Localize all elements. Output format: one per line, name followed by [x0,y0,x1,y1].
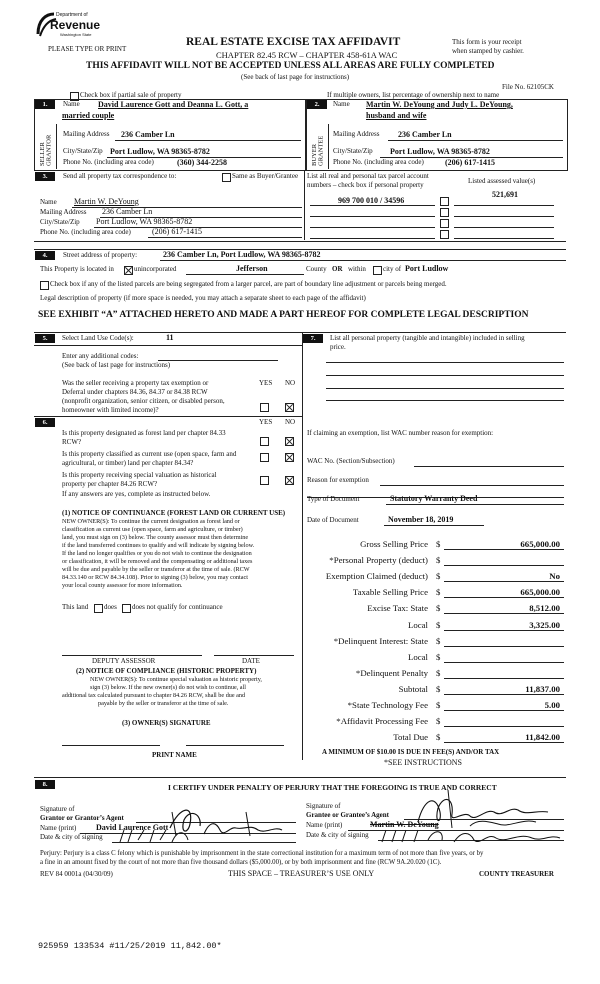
exemption-label: If claiming an exemption, list WAC number reason for exemption: [307,429,494,437]
section5-num: 5. [35,334,55,343]
seller-name-label: Name [63,100,80,108]
buyer-phone-label: Phone No. (including area code) [333,158,424,166]
street-label: Street address of property: [63,251,138,259]
certify-line: I CERTIFY UNDER PENALTY OF PERJURY THAT THE FOREGOING IS TRUE AND CORRECT [168,783,497,792]
tax-row-label: Subtotal [398,684,428,694]
treasurer-space: THIS SPACE – TREASURER’S USE ONLY [228,869,375,878]
seller-city-label: City/State/Zip [63,147,103,155]
assessed-value[interactable]: 521,691 [492,190,518,199]
cont-4: if the land transferred continues to qualify and will indicate by signing below. [62,542,255,549]
tax-row-value[interactable]: 665,000.00 [520,587,560,597]
tax-row-value[interactable]: No [549,571,560,581]
tax-row-value[interactable]: 8,512.00 [529,603,560,613]
cont-3: land, you must sign on (3) below. The county assessor must then determine [62,534,249,541]
tax-row-label: Taxable Selling Price [352,587,428,597]
buyer-city-label: City/State/Zip [333,147,373,155]
tax-row-dollar: $ [436,716,441,726]
file-no: File No. 62105CK [502,83,554,91]
s5-yes: YES [259,379,273,387]
logo-line3: Washington State [60,32,92,37]
grantor-date-label: Date & city of signing [40,833,103,841]
county-label: County [306,265,327,273]
corr-city[interactable]: Port Ludlow, WA 98365-8782 [96,217,193,226]
tax-row-label: Local [407,652,428,662]
parcel-checkbox-1[interactable] [440,197,449,206]
tax-row-label: *Personal Property (deduct) [329,555,428,565]
tax-row-dollar: $ [436,587,441,597]
tax-row-label: Local [407,620,428,630]
s5-q1b: Deferral under chapters 84.36, 84.37 or 84.38 RCW [62,388,208,396]
s6-q2-no-checkbox[interactable] [285,453,294,462]
s6-q2b: agricultural, or timber) land per chapter 84.34? [62,459,194,467]
perjury-1: Perjury: Perjury is a class C felony which is punishable by imprisonment in the state correctional institution for a maximum term of not more than five years, or by [40,850,484,857]
s5-q1-yes-checkbox[interactable] [260,403,269,412]
assessor-date: DATE [242,657,260,665]
comp-4: payable by the seller or transferor at the time of sale. [98,700,229,707]
tax-row-label: *Affidavit Processing Fee [336,716,428,726]
dor-logo [34,10,101,44]
doc-type-value[interactable]: Statutory Warranty Deed [390,494,478,503]
section4-num: 4. [35,251,55,260]
tax-row-dollar: $ [436,555,441,565]
seller-num: 1. [35,100,55,109]
comp-1: NEW OWNER(S): To continue special valuation as historic property, [90,676,262,683]
street-value[interactable]: 236 Camber Ln, Port Ludlow, WA 98365-8782 [163,250,321,259]
s5-q1d: homeowner with limited income)? [62,406,159,414]
tax-row-dollar: $ [436,539,441,549]
grantee-name[interactable]: Martin W. DeYoung [370,820,439,829]
see-back: (See back of last page for instructions) [241,73,350,81]
tax-row-value[interactable]: 3,325.00 [529,620,560,630]
segregated-label: Check box if any of the listed parcels are being segregated from a larger parcel, are part of boundary line adjustment or parcels being merged. [50,280,447,288]
seller-phone[interactable]: (360) 344-2258 [177,158,227,167]
s6-q3-no-checkbox[interactable] [285,476,294,485]
see-instructions: *SEE INSTRUCTIONS [384,758,463,767]
receipt-note-2: when stamped by cashier. [452,47,524,55]
cont-9: your local county assessor for more information. [62,582,183,589]
deputy-assessor: DEPUTY ASSESSOR [92,657,156,665]
tax-row-label: Excise Tax: State [367,603,428,613]
corr-city-label: City/State/Zip [40,218,80,226]
cont-6: or classification, it will be removed and the compensating or additional taxes [62,558,253,565]
cont-5: If the land no longer qualifies or you do not wish to continue the designation [62,550,252,557]
comp-3: additional tax calculated pursuant to chapter 84.26 RCW, shall be due and [62,692,246,699]
rev-number: REV 84 0001a (04/30/09) [40,870,113,878]
grantor-date-handwriting [116,826,196,846]
assessed-label: Listed assessed value(s) [468,177,536,185]
s6-q3-yes-checkbox[interactable] [260,476,269,485]
tax-row-dollar: $ [436,603,441,613]
cont-1: NEW OWNER(S): To continue the current designation as forest land or [62,518,240,525]
tax-row-value[interactable]: 11,842.00 [525,732,560,742]
parcel-label-1: List all real and personal tax parcel account [307,172,429,180]
does-not-label: does not qualify for continuance [132,603,223,611]
parcel-number[interactable]: 969 700 010 / 34596 [338,196,405,205]
corr-name[interactable]: Martin W. DeYoung [74,197,139,206]
seller-mailing[interactable]: 236 Camber Ln [121,130,175,139]
corr-mailing[interactable]: 236 Camber Ln [102,207,153,216]
within-city-checkbox[interactable] [373,266,382,275]
s6-q2a: Is this property classified as current use (open space, farm and [62,450,237,458]
tax-row-dollar: $ [436,652,441,662]
tax-row-dollar: $ [436,620,441,630]
legal-label: Legal description of property (if more space is needed, you may attach a separate sheet to each page of the affidavit) [40,294,366,302]
tax-row-label: Exemption Claimed (deduct) [325,571,428,581]
s5-no: NO [285,379,296,387]
s6-yes: YES [259,418,273,426]
buyer-name-2[interactable]: husband and wife [366,111,427,120]
seller-side-label: SELLER GRANTOR [39,134,53,166]
parcel-checkbox-2[interactable] [440,208,449,217]
grantor-sig-label: Signature of [40,805,75,813]
tax-row-value[interactable]: 11,837.00 [525,684,560,694]
parcel-checkbox-3[interactable] [440,219,449,228]
seller-name[interactable]: David Laurence Gott and Deanna L. Gott, a [98,100,249,109]
partial-sale-label: Check box if partial sale of property [80,91,182,99]
s6-q1b: RCW? [62,438,82,446]
s6-q1a: Is this property designated as forest land per chapter 84.33 [62,429,226,437]
cont-7: will be due and payable by the seller or transferor at the time of sale. (RCW [62,566,250,573]
city-value[interactable]: Port Ludlow [405,264,449,273]
tax-row-value[interactable]: 665,000.00 [520,539,560,549]
buyer-name[interactable]: Martin W. DeYoung and Judy L. DeYoung, [366,100,513,109]
corr-mailing-label: Mailing Address [40,208,87,216]
s6-q1-yes-checkbox[interactable] [260,437,269,446]
segregated-checkbox[interactable] [40,281,49,290]
tax-row-label: *Delinquent Penalty [355,668,428,678]
s6-q3a: Is this property receiving special valuation as historical [62,471,217,479]
buyer-name-label: Name [333,100,350,108]
buyer-mailing[interactable]: 236 Camber Ln [398,130,452,139]
print-name-label: PRINT NAME [152,751,197,759]
s6-q4: If any answers are yes, complete as instructed below. [62,490,211,498]
doc-date-label: Date of Document [307,516,359,524]
correspondence-label: Send all property tax correspondence to: [63,172,177,180]
grantor-name[interactable]: David Laurence Gott [96,823,169,832]
same-as-buyer-label: Same as Buyer/Grantee [232,172,299,180]
logo-line1: Department of [56,12,88,18]
seller-name-2[interactable]: married couple [62,111,115,120]
land-use-label: Select Land Use Code(s): [62,334,134,342]
s6-no: NO [285,418,296,426]
section8-num: 8. [35,780,55,789]
grantor-agent-label: Grantor or Grantor’s Agent [40,814,124,822]
tax-row-dollar: $ [436,684,441,694]
does-label: does [104,603,117,611]
s6-q3b: property per chapter 84.26 RCW? [62,480,158,488]
reason-label: Reason for exemption [307,476,369,484]
form-title: REAL ESTATE EXCISE TAX AFFIDAVIT [186,36,401,48]
compliance-title: (2) NOTICE OF COMPLIANCE (HISTORIC PROPERTY) [76,667,257,675]
does-checkbox[interactable] [94,604,103,613]
grantee-name-label: Name (print) [306,821,343,829]
doc-type-label: Type of Document [307,495,360,503]
cont-2: classification as current use (open space, farm and agriculture, or timber) [62,526,243,533]
tax-row-label: Gross Selling Price [360,539,428,549]
tax-row-label: *State Technology Fee [347,700,428,710]
seller-mailing-label: Mailing Address [63,130,110,138]
tax-row-dollar: $ [436,700,441,710]
tax-row-dollar: $ [436,732,441,742]
comp-2: sign (3) below. If the new owner(s) do not wish to continue, all [90,684,246,691]
grantee-sig-label: Signature of [306,802,341,810]
tax-row-dollar: $ [436,571,441,581]
same-as-buyer-checkbox[interactable] [222,173,231,182]
grantee-agent-label: Grantee or Grantee’s Agent [306,811,390,819]
personal-property-1: List all personal property (tangible and intangible) included in selling [330,334,525,342]
cashier-stamp: 925959 133534 #11/25/2019 11,842.00* [38,941,222,951]
cont-8: 84.33.140 or RCW 84.34.108). Prior to signing (3) below, you may contact [62,574,248,581]
perjury-2: a fine in an amount fixed by the court of not more than five thousand dollars ($5,000.00), or by both imprisonment and fine (RCW 9A.20.020 (1C). [40,859,442,866]
s5-q1a: Was the seller receiving a property tax exemption or [62,379,209,387]
exhibit-line: SEE EXHIBIT “A” ATTACHED HERETO AND MADE A PART HEREOF FOR COMPLETE LEGAL DESCRIPTION [38,310,529,320]
seller-city[interactable]: Port Ludlow, WA 98365-8782 [110,147,210,156]
within-label: within [348,265,366,273]
land-use-value[interactable]: 11 [166,333,174,342]
owner-signature-label: (3) OWNER(S) SIGNATURE [122,719,211,727]
additional-codes-1: Enter any additional codes: [62,352,139,360]
corr-phone[interactable]: (206) 617-1415 [152,227,202,236]
seller-phone-label: Phone No. (including area code) [63,158,154,166]
receipt-note-1: This form is your receipt [452,38,522,46]
tax-row-label: Total Due [393,732,428,742]
s6-q2-yes-checkbox[interactable] [260,453,269,462]
or-label: OR [332,265,343,273]
multiple-owners-label: If multiple owners, list percentage of ownership next to name [327,91,500,99]
grantee-date-handwriting [378,826,568,846]
does-not-checkbox[interactable] [122,604,131,613]
city-of-label: city of [383,265,402,273]
tax-row-label: *Delinquent Interest: State [333,636,428,646]
section3-num: 3. [35,172,55,181]
warning: THIS AFFIDAVIT WILL NOT BE ACCEPTED UNLESS ALL AREAS ARE FULLY COMPLETED [86,61,495,71]
minimum-fee: A MINIMUM OF $10.00 IS DUE IN FEE(S) AND/OR TAX [322,748,500,756]
please-type: PLEASE TYPE OR PRINT [48,45,127,53]
county-treasurer: COUNTY TREASURER [479,870,554,878]
continuance-title: (1) NOTICE OF CONTINUANCE (FOREST LAND OR CURRENT USE) [62,509,286,517]
buyer-city[interactable]: Port Ludlow, WA 98365-8782 [390,147,490,156]
wac-label: WAC No. (Section/Subsection) [307,457,395,465]
buyer-mailing-label: Mailing Address [333,130,380,138]
s5-q1c: (nonprofit organization, senior citizen, or disabled person, [62,397,225,405]
county-value[interactable]: Jefferson [236,264,268,273]
personal-property-2: price. [330,343,346,351]
logo-word: Revenue [50,18,101,32]
unincorporated-label: unincorporated [134,265,177,273]
parcel-checkbox-4[interactable] [440,230,449,239]
section7-num: 7. [303,334,323,343]
corr-name-label: Name [40,198,57,206]
doc-date-value[interactable]: November 18, 2019 [388,515,454,524]
buyer-side-label: BUYER GRANTEE [311,135,325,166]
located-label: This Property is located in [40,265,114,273]
tax-row-value[interactable]: 5.00 [544,700,560,710]
unincorporated-checkbox[interactable] [124,266,133,275]
tax-row-dollar: $ [436,636,441,646]
additional-codes-2: (See back of last page for instructions) [62,361,171,369]
s6-q1-no-checkbox[interactable] [285,437,294,446]
grantee-date-label: Date & city of signing [306,831,369,839]
s5-q1-no-checkbox[interactable] [285,403,294,412]
section6-num: 6. [35,418,55,427]
form-subtitle: CHAPTER 82.45 RCW – CHAPTER 458-61A WAC [216,50,398,60]
buyer-phone[interactable]: (206) 617-1415 [445,158,495,167]
buyer-num: 2. [307,100,327,109]
parcel-label-2: numbers – check box if personal property [307,181,424,189]
grantor-name-label: Name (print) [40,824,77,832]
this-land-label: This land [62,603,89,611]
tax-row-dollar: $ [436,668,441,678]
corr-phone-label: Phone No. (including area code) [40,228,131,236]
